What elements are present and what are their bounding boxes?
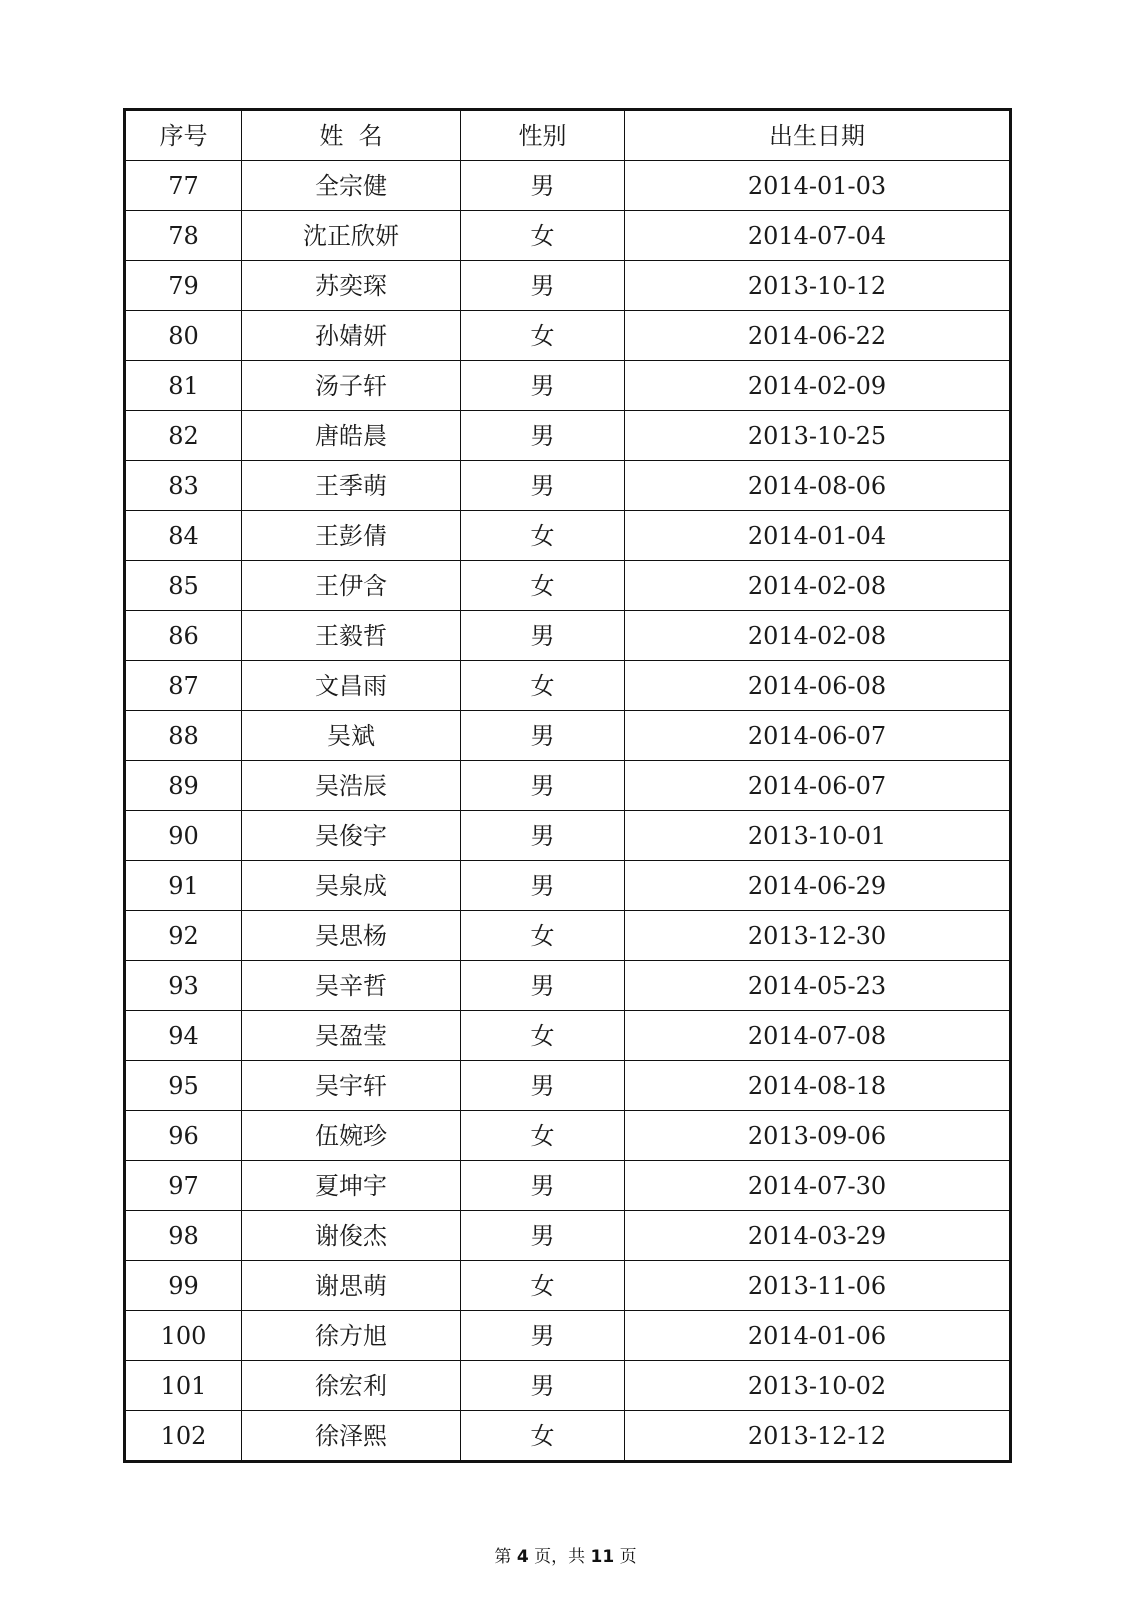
cell-name: 吴宇轩	[242, 1061, 461, 1111]
cell-name: 王彭倩	[242, 511, 461, 561]
cell-name: 文昌雨	[242, 661, 461, 711]
cell-birth-date: 2014-03-29	[625, 1211, 1011, 1261]
cell-gender: 男	[461, 361, 625, 411]
cell-name: 王伊含	[242, 561, 461, 611]
cell-name: 孙婧妍	[242, 311, 461, 361]
cell-gender: 男	[461, 861, 625, 911]
table-row	[125, 661, 1011, 711]
cell-gender: 男	[461, 961, 625, 1011]
cell-serial-number: 96	[125, 1111, 242, 1161]
cell-serial-number: 99	[125, 1261, 242, 1311]
cell-name: 徐方旭	[242, 1311, 461, 1361]
cell-birth-date: 2014-02-08	[625, 561, 1011, 611]
cell-serial-number: 92	[125, 911, 242, 961]
cell-serial-number: 78	[125, 211, 242, 261]
cell-serial-number: 95	[125, 1061, 242, 1111]
table-row	[125, 211, 1011, 261]
header-name: 姓 名	[242, 110, 461, 161]
cell-serial-number: 77	[125, 161, 242, 211]
cell-serial-number: 82	[125, 411, 242, 461]
cell-birth-date: 2014-07-30	[625, 1161, 1011, 1211]
cell-gender: 女	[461, 911, 625, 961]
cell-serial-number: 93	[125, 961, 242, 1011]
cell-birth-date: 2014-08-18	[625, 1061, 1011, 1111]
cell-birth-date: 2014-06-08	[625, 661, 1011, 711]
cell-name: 吴思杨	[242, 911, 461, 961]
cell-gender: 女	[461, 311, 625, 361]
cell-birth-date: 2014-06-07	[625, 761, 1011, 811]
cell-gender: 男	[461, 1311, 625, 1361]
table-header-row	[125, 110, 1011, 161]
table-row	[125, 361, 1011, 411]
cell-name: 吴辛哲	[242, 961, 461, 1011]
cell-birth-date: 2013-09-06	[625, 1111, 1011, 1161]
cell-gender: 女	[461, 661, 625, 711]
cell-birth-date: 2014-02-08	[625, 611, 1011, 661]
cell-birth-date: 2013-10-02	[625, 1361, 1011, 1411]
table-row	[125, 811, 1011, 861]
footer-prefix: 第	[494, 1547, 512, 1567]
cell-birth-date: 2014-06-29	[625, 861, 1011, 911]
cell-name: 伍婉珍	[242, 1111, 461, 1161]
cell-birth-date: 2013-10-12	[625, 261, 1011, 311]
cell-serial-number: 101	[125, 1361, 242, 1411]
cell-serial-number: 102	[125, 1411, 242, 1462]
table-row	[125, 1261, 1011, 1311]
cell-serial-number: 84	[125, 511, 242, 561]
cell-gender: 女	[461, 1411, 625, 1462]
table-row	[125, 311, 1011, 361]
cell-gender: 男	[461, 1161, 625, 1211]
cell-gender: 男	[461, 811, 625, 861]
table-row	[125, 1361, 1011, 1411]
cell-gender: 男	[461, 1061, 625, 1111]
cell-gender: 男	[461, 261, 625, 311]
cell-serial-number: 90	[125, 811, 242, 861]
cell-serial-number: 85	[125, 561, 242, 611]
cell-serial-number: 80	[125, 311, 242, 361]
cell-gender: 男	[461, 761, 625, 811]
cell-birth-date: 2013-10-01	[625, 811, 1011, 861]
cell-name: 谢俊杰	[242, 1211, 461, 1261]
footer-page-number: 4	[516, 1547, 529, 1567]
cell-name: 吴泉成	[242, 861, 461, 911]
cell-birth-date: 2014-01-03	[625, 161, 1011, 211]
cell-birth-date: 2014-07-04	[625, 211, 1011, 261]
cell-birth-date: 2014-05-23	[625, 961, 1011, 1011]
cell-gender: 男	[461, 711, 625, 761]
cell-serial-number: 81	[125, 361, 242, 411]
footer-suffix: 页	[619, 1547, 637, 1567]
cell-name: 吴盈莹	[242, 1011, 461, 1061]
table-row	[125, 911, 1011, 961]
cell-gender: 男	[461, 1361, 625, 1411]
cell-gender: 女	[461, 1011, 625, 1061]
student-roster-table	[123, 108, 1012, 1463]
cell-name: 唐皓晨	[242, 411, 461, 461]
cell-name: 徐泽熙	[242, 1411, 461, 1462]
cell-serial-number: 94	[125, 1011, 242, 1061]
cell-gender: 男	[461, 611, 625, 661]
table-row	[125, 761, 1011, 811]
cell-gender: 女	[461, 561, 625, 611]
cell-birth-date: 2013-11-06	[625, 1261, 1011, 1311]
cell-birth-date: 2013-12-30	[625, 911, 1011, 961]
cell-serial-number: 88	[125, 711, 242, 761]
table-row	[125, 1411, 1011, 1462]
cell-serial-number: 97	[125, 1161, 242, 1211]
page-footer	[0, 1542, 1131, 1567]
cell-gender: 女	[461, 511, 625, 561]
table-row	[125, 611, 1011, 661]
footer-total-pages: 11	[590, 1547, 615, 1567]
cell-name: 吴斌	[242, 711, 461, 761]
table-row	[125, 561, 1011, 611]
header-gender: 性别	[461, 110, 625, 161]
cell-name: 苏奕琛	[242, 261, 461, 311]
table-row	[125, 861, 1011, 911]
table-row	[125, 461, 1011, 511]
table-row	[125, 1161, 1011, 1211]
cell-serial-number: 79	[125, 261, 242, 311]
cell-gender: 女	[461, 1111, 625, 1161]
header-serial-number: 序号	[125, 110, 242, 161]
cell-serial-number: 91	[125, 861, 242, 911]
footer-middle: 页，共	[534, 1547, 586, 1567]
cell-birth-date: 2013-12-12	[625, 1411, 1011, 1462]
cell-serial-number: 83	[125, 461, 242, 511]
cell-name: 全宗健	[242, 161, 461, 211]
cell-birth-date: 2014-06-07	[625, 711, 1011, 761]
table-row	[125, 1311, 1011, 1361]
table-row	[125, 261, 1011, 311]
cell-birth-date: 2014-06-22	[625, 311, 1011, 361]
cell-gender: 男	[461, 411, 625, 461]
header-birth-date: 出生日期	[625, 110, 1011, 161]
cell-name: 徐宏利	[242, 1361, 461, 1411]
cell-birth-date: 2014-01-06	[625, 1311, 1011, 1361]
cell-serial-number: 98	[125, 1211, 242, 1261]
cell-gender: 男	[461, 461, 625, 511]
cell-gender: 女	[461, 211, 625, 261]
table-row	[125, 1011, 1011, 1061]
cell-name: 王季萌	[242, 461, 461, 511]
cell-birth-date: 2014-08-06	[625, 461, 1011, 511]
cell-serial-number: 89	[125, 761, 242, 811]
cell-name: 王毅哲	[242, 611, 461, 661]
table-row	[125, 711, 1011, 761]
cell-name: 沈正欣妍	[242, 211, 461, 261]
cell-name: 吴俊宇	[242, 811, 461, 861]
table-row	[125, 161, 1011, 211]
table-row	[125, 1061, 1011, 1111]
table-row	[125, 1111, 1011, 1161]
cell-birth-date: 2013-10-25	[625, 411, 1011, 461]
cell-name: 汤子轩	[242, 361, 461, 411]
table-row	[125, 1211, 1011, 1261]
cell-gender: 男	[461, 161, 625, 211]
table-row	[125, 411, 1011, 461]
cell-gender: 男	[461, 1211, 625, 1261]
cell-name: 吴浩辰	[242, 761, 461, 811]
cell-birth-date: 2014-01-04	[625, 511, 1011, 561]
table-row	[125, 511, 1011, 561]
cell-gender: 女	[461, 1261, 625, 1311]
cell-name: 谢思萌	[242, 1261, 461, 1311]
cell-name: 夏坤宇	[242, 1161, 461, 1211]
cell-serial-number: 87	[125, 661, 242, 711]
table-row	[125, 961, 1011, 1011]
cell-birth-date: 2014-07-08	[625, 1011, 1011, 1061]
cell-serial-number: 100	[125, 1311, 242, 1361]
cell-serial-number: 86	[125, 611, 242, 661]
cell-birth-date: 2014-02-09	[625, 361, 1011, 411]
table-body	[125, 161, 1011, 1462]
